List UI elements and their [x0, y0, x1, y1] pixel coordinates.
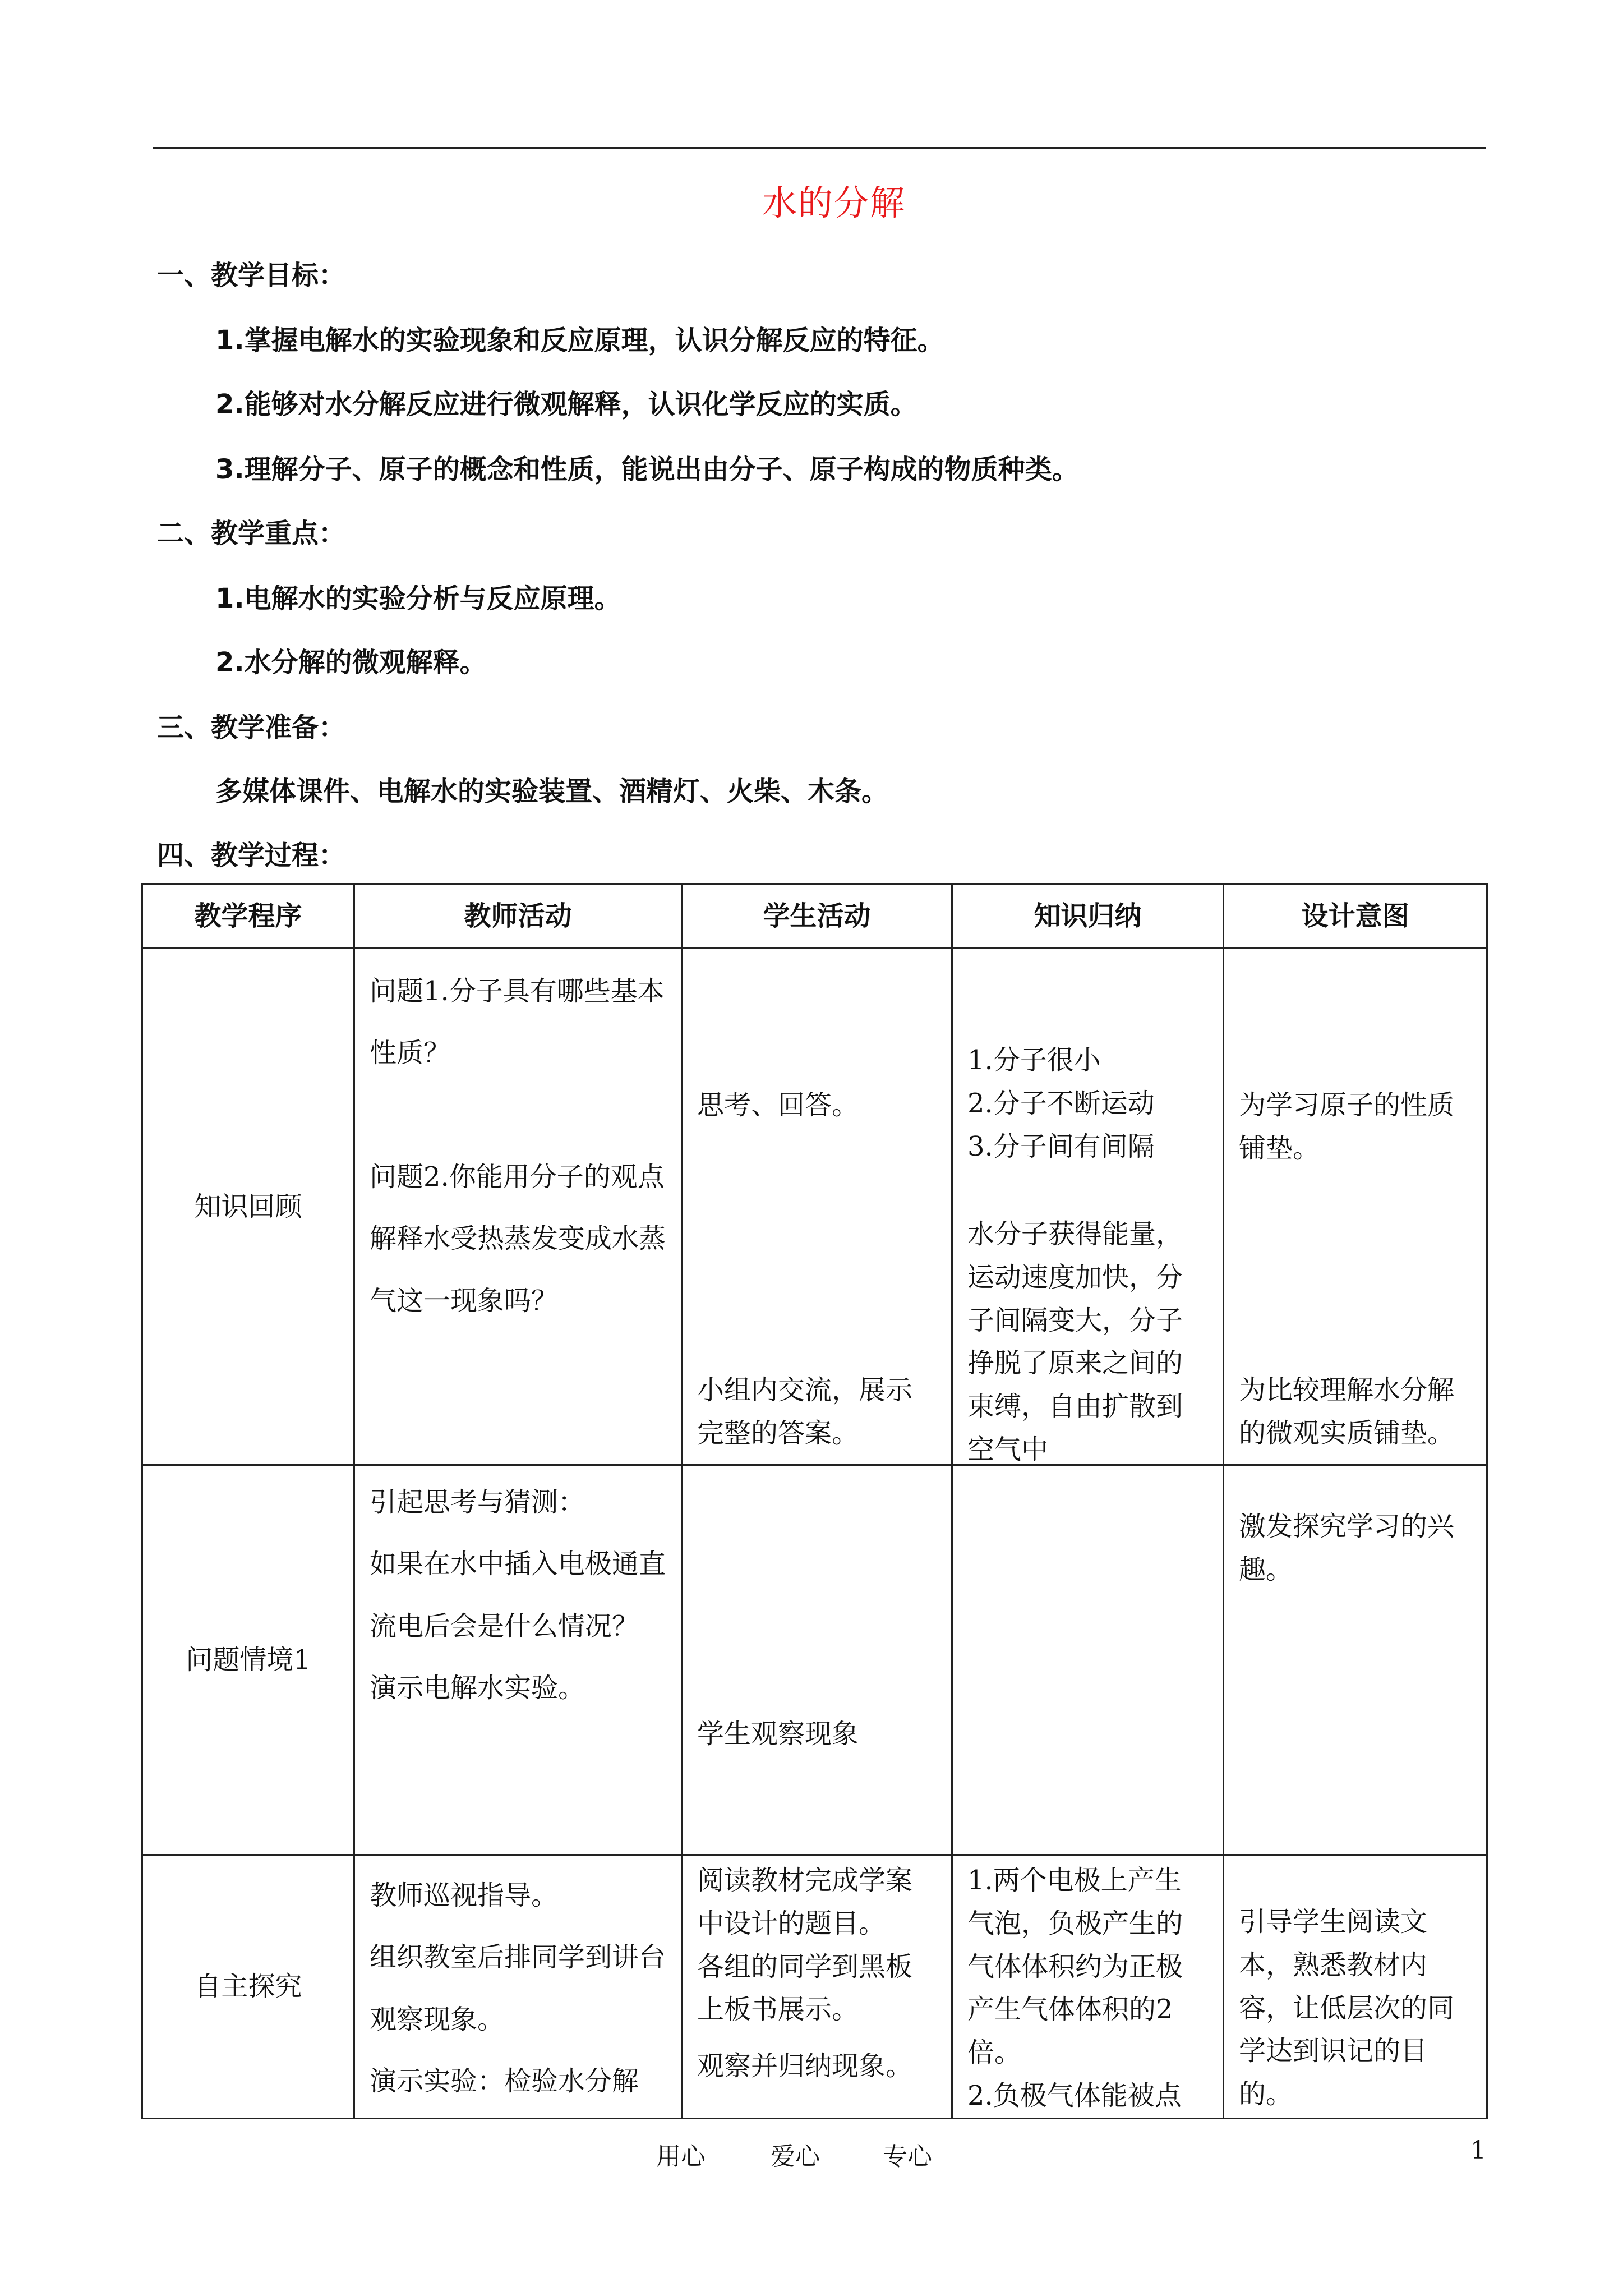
- teacher-activity-text: 组织教室后排同学到讲台观察现象。: [370, 1941, 666, 2035]
- spacer: [697, 2031, 937, 2045]
- design-intent-text: 为比较理解水分解的微观实质铺垫。: [1239, 1374, 1455, 1449]
- table-row: [142, 1465, 1487, 1855]
- teacher-activity-text: 如果在水中插入电极通直流电后会是什么情况？: [370, 1548, 666, 1642]
- design-intent-text: 引导学生阅读文本，熟悉教材内容，让低层次的同学达到识记的目的。: [1239, 1906, 1455, 2110]
- document-title: 水的分解: [762, 182, 906, 223]
- knowledge-point: 1.分子很小: [967, 1045, 1101, 1076]
- teacher-activity-text: 引起思考与猜测：: [370, 1487, 585, 1518]
- knowledge-point: 1.两个电极上产生气泡，负极产生的气体体积约为正极产生气体体积的2倍。: [967, 1865, 1183, 2069]
- column-header: 教师活动: [354, 884, 682, 949]
- spacer: [370, 1084, 666, 1146]
- stage-cell: 自主探究: [142, 1855, 354, 2119]
- column-header: 设计意图: [1224, 884, 1487, 949]
- footer-motto: 用心: [656, 2142, 706, 2171]
- teacher-activity-cell: [354, 949, 682, 1465]
- teacher-activity-cell: [354, 1465, 682, 1855]
- table-row: [142, 1855, 1487, 2119]
- student-activity-text: 学生观察现象: [697, 1718, 859, 1750]
- student-activity-text: 各组的同学到黑板上板书展示。: [697, 1950, 913, 2026]
- knowledge-point: 3.分子间有间隔: [967, 1130, 1155, 1162]
- teacher-activity-cell: [354, 1855, 682, 2119]
- keypoint-item: 2.水分解的微观解释。: [215, 647, 487, 678]
- keypoint-item: 1.电解水的实验分析与反应原理。: [215, 583, 621, 614]
- knowledge-point: 2.分子不断运动: [967, 1087, 1155, 1119]
- student-activity-text: 观察并归纳现象。: [697, 2050, 913, 2082]
- objective-item: 1.掌握电解水的实验现象和反应原理，认识分解反应的特征。: [215, 325, 944, 356]
- teacher-activity-text: 教师巡视指导。: [370, 1880, 559, 1911]
- teacher-question: 问题2.你能用分子的观点解释水受热蒸发变成水蒸气这一现象吗？: [370, 1161, 666, 1317]
- table-header-row: [142, 884, 1487, 949]
- stage-cell: 知识回顾: [142, 949, 354, 1465]
- knowledge-cell: [952, 949, 1224, 1465]
- design-intent-text: 为学习原子的性质铺垫。: [1239, 1089, 1455, 1164]
- section-heading-objectives: 一、教学目标：: [157, 260, 346, 291]
- objective-item: 3.理解分子、原子的概念和性质，能说出由分子、原子构成的物质种类。: [215, 454, 1079, 485]
- design-intent-cell: [1224, 1855, 1487, 2119]
- knowledge-cell: [952, 1465, 1224, 1855]
- student-activity-cell: [682, 949, 952, 1465]
- page-number: 1: [1470, 2136, 1486, 2165]
- column-header: 知识归纳: [952, 884, 1224, 949]
- teacher-activity-text: 演示电解水实验。: [370, 1672, 585, 1704]
- student-activity-cell: [682, 1855, 952, 2119]
- teacher-question: 问题1.分子具有哪些基本性质？: [370, 976, 665, 1069]
- table-row: [142, 949, 1487, 1465]
- student-activity-text: 思考、回答。: [697, 1089, 859, 1121]
- header-rule: [153, 147, 1486, 149]
- section-heading-process: 四、教学过程：: [157, 840, 346, 871]
- student-activity-cell: [682, 1465, 952, 1855]
- column-header: 教学程序: [142, 884, 354, 949]
- design-intent-text: 激发探究学习的兴趣。: [1239, 1511, 1455, 1585]
- column-header: 学生活动: [682, 884, 952, 949]
- design-intent-cell: [1224, 1465, 1487, 1855]
- knowledge-point: 2.负极气体能被点: [967, 2079, 1182, 2111]
- student-activity-text: 小组内交流，展示完整的答案。: [697, 1374, 913, 1449]
- preparation-item: 多媒体课件、电解水的实验装置、酒精灯、火柴、木条。: [215, 776, 889, 807]
- footer-motto: 爱心: [771, 2142, 820, 2171]
- section-heading-preparation: 三、教学准备：: [157, 712, 346, 743]
- teaching-process-table: [141, 883, 1488, 2119]
- teacher-activity-text: 演示实验：检验水分解: [370, 2065, 639, 2097]
- stage-cell: 问题情境1: [142, 1465, 354, 1855]
- design-intent-cell: [1224, 949, 1487, 1465]
- section-heading-keypoints: 二、教学重点：: [157, 518, 346, 549]
- knowledge-point: 水分子获得能量，运动速度加快，分子间隔变大，分子挣脱了原来之间的束缚，自由扩散到空气中: [967, 1218, 1183, 1465]
- student-activity-text: 阅读教材完成学案中设计的题目。: [697, 1865, 913, 1939]
- footer-motto: 专心: [883, 2142, 932, 2171]
- objective-item: 2.能够对水分解反应进行微观解释，认识化学反应的实质。: [215, 389, 917, 420]
- knowledge-cell: [952, 1855, 1224, 2119]
